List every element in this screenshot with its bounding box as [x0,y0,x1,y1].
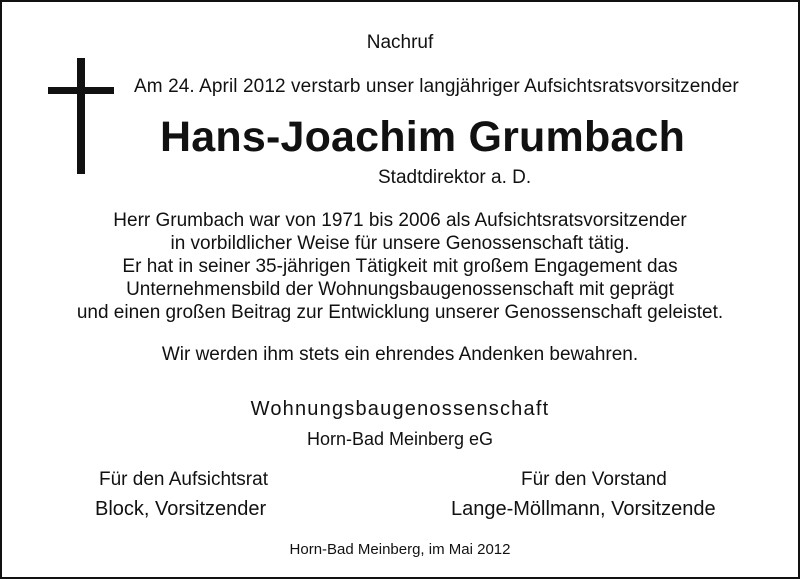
executive-board-signatory: Lange-Möllmann, Vorsitzende [451,498,716,520]
supervisory-board-signatory: Block, Vorsitzender [95,498,267,520]
intro-line: Am 24. April 2012 verstarb unser langjähriger Aufsichtsratsvorsitzender [134,76,739,97]
organization-location: Horn-Bad Meinberg eG [306,429,494,449]
notice-heading: Nachruf [366,32,434,53]
executive-board-label: Für den Vorstand [521,469,667,490]
tribute-line-2: in vorbildlicher Weise für unsere Genossenschaft tätig. [170,233,630,254]
supervisory-board-label: Für den Aufsichtsrat [99,469,268,490]
deceased-name: Hans-Joachim Grumbach [160,113,686,161]
organization-name: Wohnungsbaugenossenschaft [250,398,550,420]
tribute-line-4: Unternehmensbild der Wohnungsbaugenossenschaft mit geprägt [126,279,674,300]
tribute-line-1: Herr Grumbach war von 1971 bis 2006 als Aufsichtsratsvorsitzender [113,210,687,231]
remembrance-line: Wir werden ihm stets ein ehrendes Andenken bewahren. [161,344,639,365]
place-date: Horn-Bad Meinberg, im Mai 2012 [289,541,511,558]
tribute-line-5: und einen großen Beitrag zur Entwicklung unserer Genossenschaft geleistet. [76,302,724,323]
deceased-title: Stadtdirektor a. D. [378,167,532,188]
tribute-line-3: Er hat in seiner 35-jährigen Tätigkeit mit großem Engagement das [122,256,678,277]
cross-icon [48,58,114,174]
